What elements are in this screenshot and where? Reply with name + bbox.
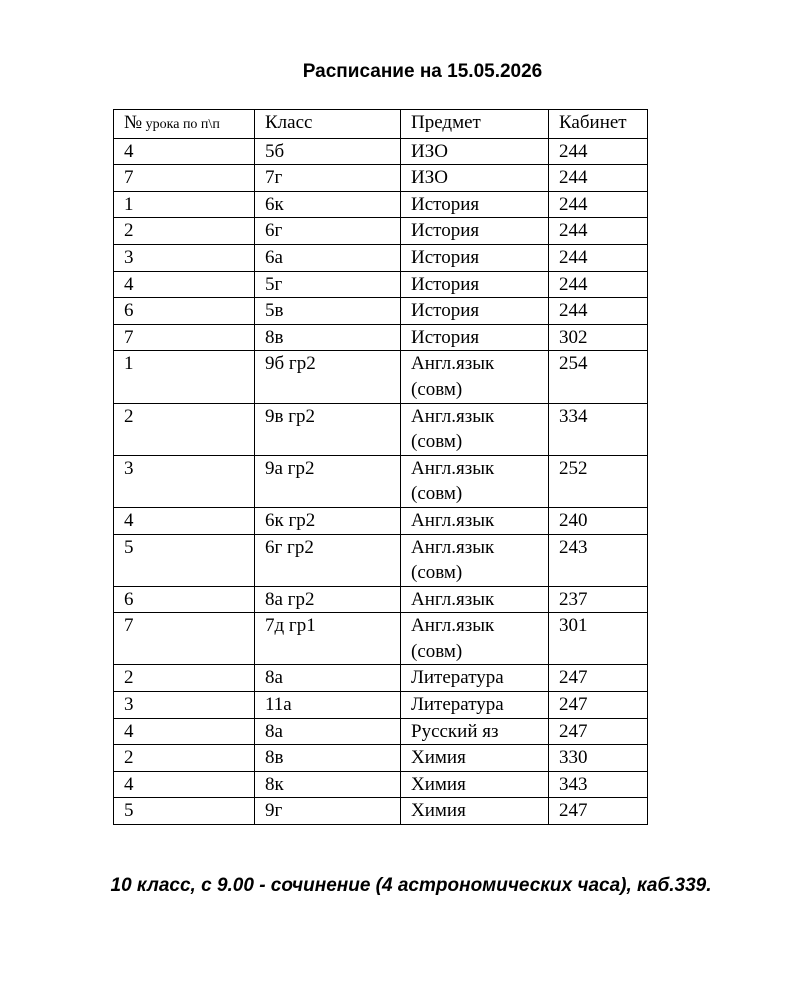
table-row (114, 586, 648, 613)
cell-lesson-number: 4 (114, 718, 255, 745)
table-row (114, 718, 648, 745)
cell-class: 9а гр2 (255, 455, 401, 507)
cell-room: 334 (549, 403, 648, 455)
cell-subject: Англ.язык (совм) (401, 613, 549, 665)
document-title: Расписание на 15.05.2026 (302, 61, 543, 82)
cell-class: 6а (255, 244, 401, 271)
cell-room: 237 (549, 586, 648, 613)
cell-subject: Химия (401, 798, 549, 825)
cell-room: 301 (549, 613, 648, 665)
cell-class: 7д гр1 (255, 613, 401, 665)
cell-room: 247 (549, 718, 648, 745)
cell-subject: История (401, 191, 549, 218)
cell-lesson-number: 4 (114, 507, 255, 534)
table-row (114, 798, 648, 825)
cell-class: 5б (255, 138, 401, 165)
cell-room: 244 (549, 138, 648, 165)
cell-lesson-number: 3 (114, 455, 255, 507)
cell-class: 6г (255, 218, 401, 245)
cell-subject: Англ.язык (401, 586, 549, 613)
cell-room: 247 (549, 692, 648, 719)
cell-subject: История (401, 244, 549, 271)
cell-class: 7г (255, 165, 401, 192)
cell-subject: Англ.язык (совм) (401, 455, 549, 507)
cell-lesson-number: 1 (114, 351, 255, 403)
cell-class: 8а гр2 (255, 586, 401, 613)
table-row (114, 218, 648, 245)
cell-class: 6к (255, 191, 401, 218)
number-sign: № (124, 112, 143, 133)
cell-subject: Химия (401, 771, 549, 798)
cell-lesson-number: 2 (114, 745, 255, 772)
cell-lesson-number: 7 (114, 324, 255, 351)
cell-room: 247 (549, 665, 648, 692)
cell-subject: Англ.язык (совм) (401, 351, 549, 403)
cell-class: 5г (255, 271, 401, 298)
table-row (114, 455, 648, 507)
header-class: Класс (255, 110, 401, 139)
cell-room: 244 (549, 191, 648, 218)
table-row (114, 191, 648, 218)
cell-subject: Англ.язык (совм) (401, 534, 549, 586)
cell-subject: Англ.язык (401, 507, 549, 534)
schedule-table (113, 109, 648, 825)
cell-class: 8а (255, 665, 401, 692)
cell-lesson-number: 6 (114, 586, 255, 613)
cell-subject: История (401, 298, 549, 325)
header-lesson-text: урока по п\п (142, 117, 220, 132)
cell-lesson-number: 3 (114, 692, 255, 719)
cell-class: 5в (255, 298, 401, 325)
table-row (114, 745, 648, 772)
cell-lesson-number: 1 (114, 191, 255, 218)
cell-room: 244 (549, 244, 648, 271)
cell-class: 8а (255, 718, 401, 745)
table-row (114, 324, 648, 351)
table-row (114, 507, 648, 534)
cell-lesson-number: 4 (114, 271, 255, 298)
cell-subject: ИЗО (401, 165, 549, 192)
cell-lesson-number: 5 (114, 798, 255, 825)
cell-room: 244 (549, 165, 648, 192)
cell-class: 9в гр2 (255, 403, 401, 455)
cell-class: 11а (255, 692, 401, 719)
table-row (114, 771, 648, 798)
cell-class: 8к (255, 771, 401, 798)
table-row (114, 665, 648, 692)
cell-subject: Англ.язык (совм) (401, 403, 549, 455)
cell-subject: История (401, 218, 549, 245)
cell-room: 244 (549, 271, 648, 298)
cell-lesson-number: 5 (114, 534, 255, 586)
cell-lesson-number: 6 (114, 298, 255, 325)
table-row (114, 403, 648, 455)
table-row (114, 138, 648, 165)
cell-room: 243 (549, 534, 648, 586)
cell-lesson-number: 2 (114, 403, 255, 455)
schedule-body (114, 138, 648, 824)
cell-lesson-number: 7 (114, 165, 255, 192)
cell-subject: ИЗО (401, 138, 549, 165)
cell-subject: История (401, 324, 549, 351)
exam-note: 10 класс, с 9.00 - сочинение (4 астрономических часа), каб.339. (110, 875, 712, 896)
table-row (114, 244, 648, 271)
cell-room: 330 (549, 745, 648, 772)
table-row (114, 692, 648, 719)
table-row (114, 534, 648, 586)
table-row (114, 351, 648, 403)
header-lesson-number (114, 110, 255, 139)
cell-subject: История (401, 271, 549, 298)
cell-class: 8в (255, 745, 401, 772)
table-row (114, 613, 648, 665)
cell-lesson-number: 2 (114, 665, 255, 692)
cell-class: 9б гр2 (255, 351, 401, 403)
cell-lesson-number: 4 (114, 771, 255, 798)
cell-room: 244 (549, 218, 648, 245)
cell-room: 244 (549, 298, 648, 325)
cell-subject: Литература (401, 692, 549, 719)
cell-subject: Русский яз (401, 718, 549, 745)
cell-class: 9г (255, 798, 401, 825)
cell-room: 302 (549, 324, 648, 351)
table-row (114, 271, 648, 298)
cell-room: 252 (549, 455, 648, 507)
cell-room: 247 (549, 798, 648, 825)
cell-subject: Химия (401, 745, 549, 772)
cell-class: 6к гр2 (255, 507, 401, 534)
cell-room: 343 (549, 771, 648, 798)
table-row (114, 298, 648, 325)
header-room: Кабинет (549, 110, 648, 139)
header-subject: Предмет (401, 110, 549, 139)
table-header-row (114, 110, 648, 139)
cell-lesson-number: 3 (114, 244, 255, 271)
cell-lesson-number: 4 (114, 138, 255, 165)
cell-subject: Литература (401, 665, 549, 692)
table-row (114, 165, 648, 192)
cell-room: 254 (549, 351, 648, 403)
cell-class: 6г гр2 (255, 534, 401, 586)
cell-class: 8в (255, 324, 401, 351)
cell-room: 240 (549, 507, 648, 534)
cell-lesson-number: 2 (114, 218, 255, 245)
cell-lesson-number: 7 (114, 613, 255, 665)
